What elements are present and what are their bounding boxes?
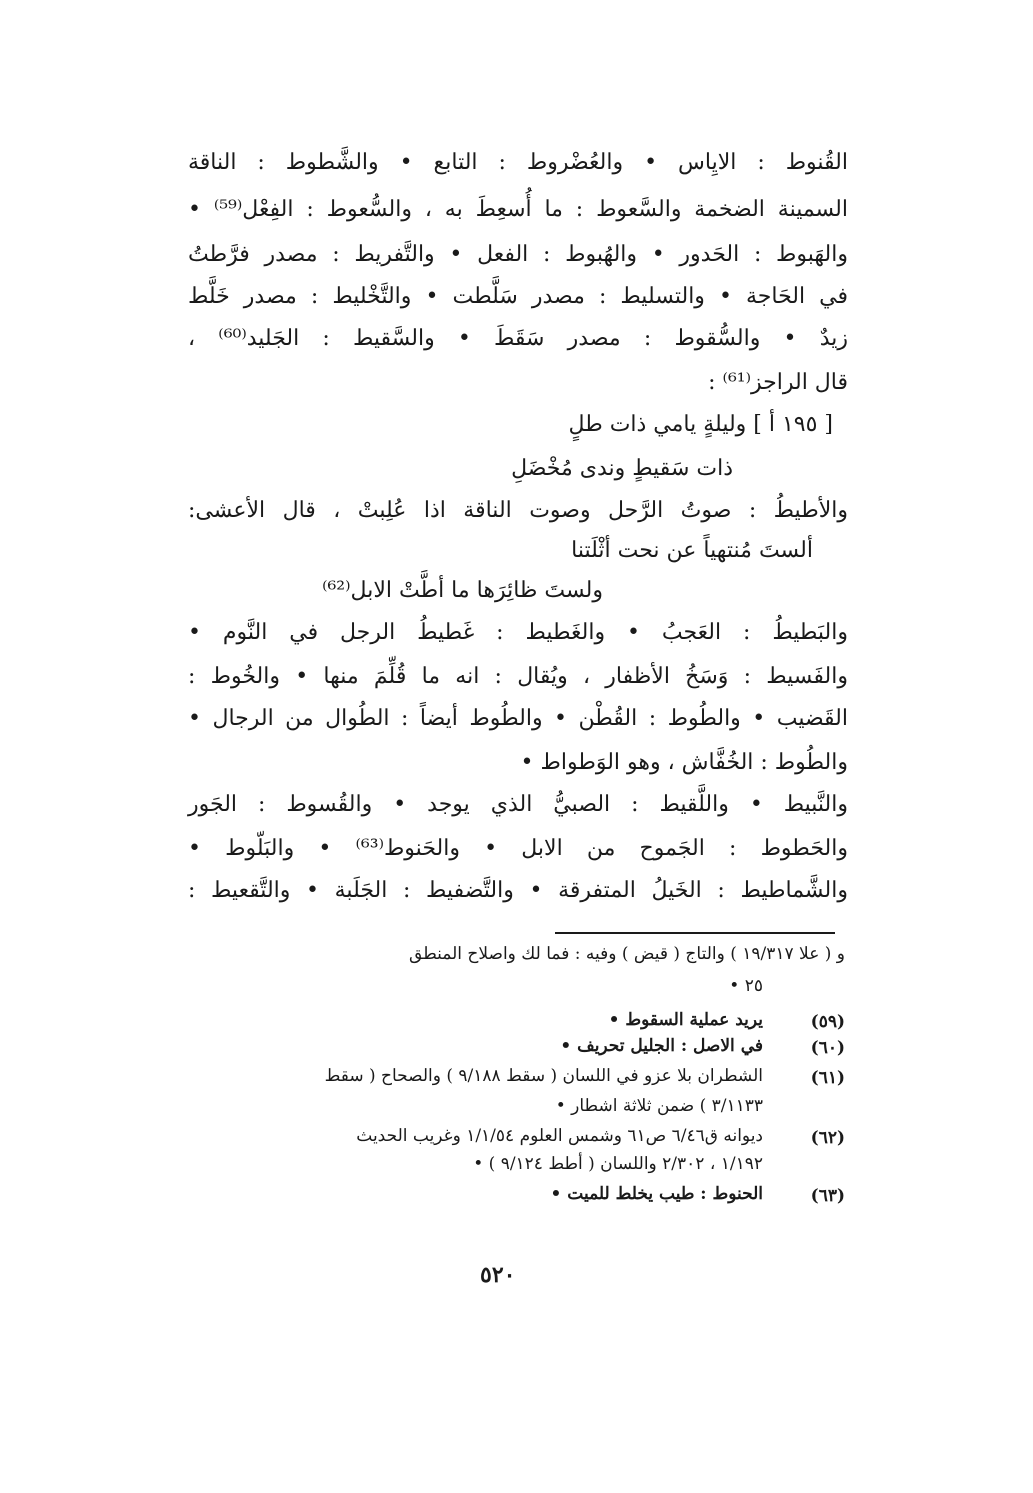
body-line-12: والنَّبيط • واللَّقيط : الصبيُّ الذي يوجد • والقُسوط : الجَور [188,792,848,817]
footnote-text-continued: ٣/١١٣٣ ) ضمن ثلاثة اشطار • [555,1096,763,1116]
footnote-number: (٦٢) [810,1128,845,1148]
footnote-text: الشطران بلا عزو في اللسان ( سقط ٩/١٨٨ ) والصحاح ( سقط [324,1066,763,1086]
footnote-text-continued: ١/١٩٢ ، ٢/٣٠٢ واللسان ( أطط ٩/١٢٤ ) • [473,1154,763,1174]
footnote-text: ديوانه ق٦/٤٦ ص٦١ وشمس العلوم ١/١/٥٤ وغريب الحديث [356,1126,763,1146]
body-line-2: السمينة الضخمة والسَّعوط : ما أُسعِطَ به ، والسُّعوط : الفِعْل⁽⁵⁹⁾ • [188,197,849,222]
verse-1-second-hemistich: ذات سَقيطٍ وندى مُخْضَلِ [511,456,733,481]
verse-2-first-hemistich: ألستَ مُنتهياً عن نحت أثْلَتنا [571,538,813,563]
body-line-14: والشَّماطيط : الخَيلُ المتفرقة • والتَّضفيط : الجَلَبة • والتَّقعيط : [188,878,848,903]
body-line-5: زيدٌ • والسُّقوط : مصدر سَقَطَ • والسَّقيط : الجَليد⁽⁶⁰⁾ ، [188,326,848,351]
body-line-9: والفَسيط : وَسَخُ الأظفار ، ويُقال : انه ما قُلِّمَ منها • والخُوط : [188,664,848,689]
body-line-8: والبَطيطُ : العَجبُ • والغَطيط : غَطيطُ الرجل في النَّوم • [188,620,848,645]
body-line-1: القُنوط : الايِاس • والعُضْروط : التابع • والشَّطوط : الناقة [188,150,848,175]
footnote-text: يريد عملية السقوط • [608,1010,763,1030]
footnote-text: في الاصل : الجليل تحريف • [560,1036,763,1056]
footnote-continuation-1: و ( علا ١٩/٣١٧ ) والتاج ( قيض ) وفيه : فما لك واصلاح المنطق [409,944,845,964]
footnote-continuation-2: ٢٥ • [729,976,763,996]
footnote-separator [555,932,835,934]
footnote-number: (٦٣) [810,1186,845,1206]
verse-2-second-hemistich: ولستَ ظائِرَها ما أطَّتْ الابل⁽⁶²⁾ [322,578,603,603]
footnote-number: (٦١) [810,1068,845,1088]
body-line-4: في الحَاجة • والتسليط : مصدر سَلَّطت • والتَّخْليط : مصدر خَلَّط [188,284,848,309]
body-line-13: والحَطوط : الجَموح من الابل • والحَنوط⁽⁶³⁾ • والبَلّوط • [188,836,848,861]
footnote-text: الحنوط : طيب يخلط للميت • [550,1184,763,1204]
body-line-6: قال الراجز⁽⁶¹⁾ : [708,370,848,395]
body-line-11: والطُوط : الخُفَّاش ، وهو الوَطواط • [520,750,848,775]
body-line-7: والأطيطُ : صوتُ الرَّحل وصوت الناقة اذا عُلِبتْ ، قال الأعشى: [188,498,848,523]
footnote-number: (٦٠) [810,1038,845,1058]
verse-1-first-hemistich: [ ١٩٥ أ ] وليلةٍ يامي ذات طلٍ [568,412,833,437]
page-number: ٥٢٠ [480,1262,516,1288]
body-line-3: والهَبوط : الحَدور • والهُبوط : الفعل • والتَّفريط : مصدر فرَّطتُ [188,242,848,267]
body-line-10: القَضيب • والطُوط : القُطْن • والطُوط أيضاً : الطُوال من الرجال • [188,706,848,731]
footnote-number: (٥٩) [810,1012,845,1032]
